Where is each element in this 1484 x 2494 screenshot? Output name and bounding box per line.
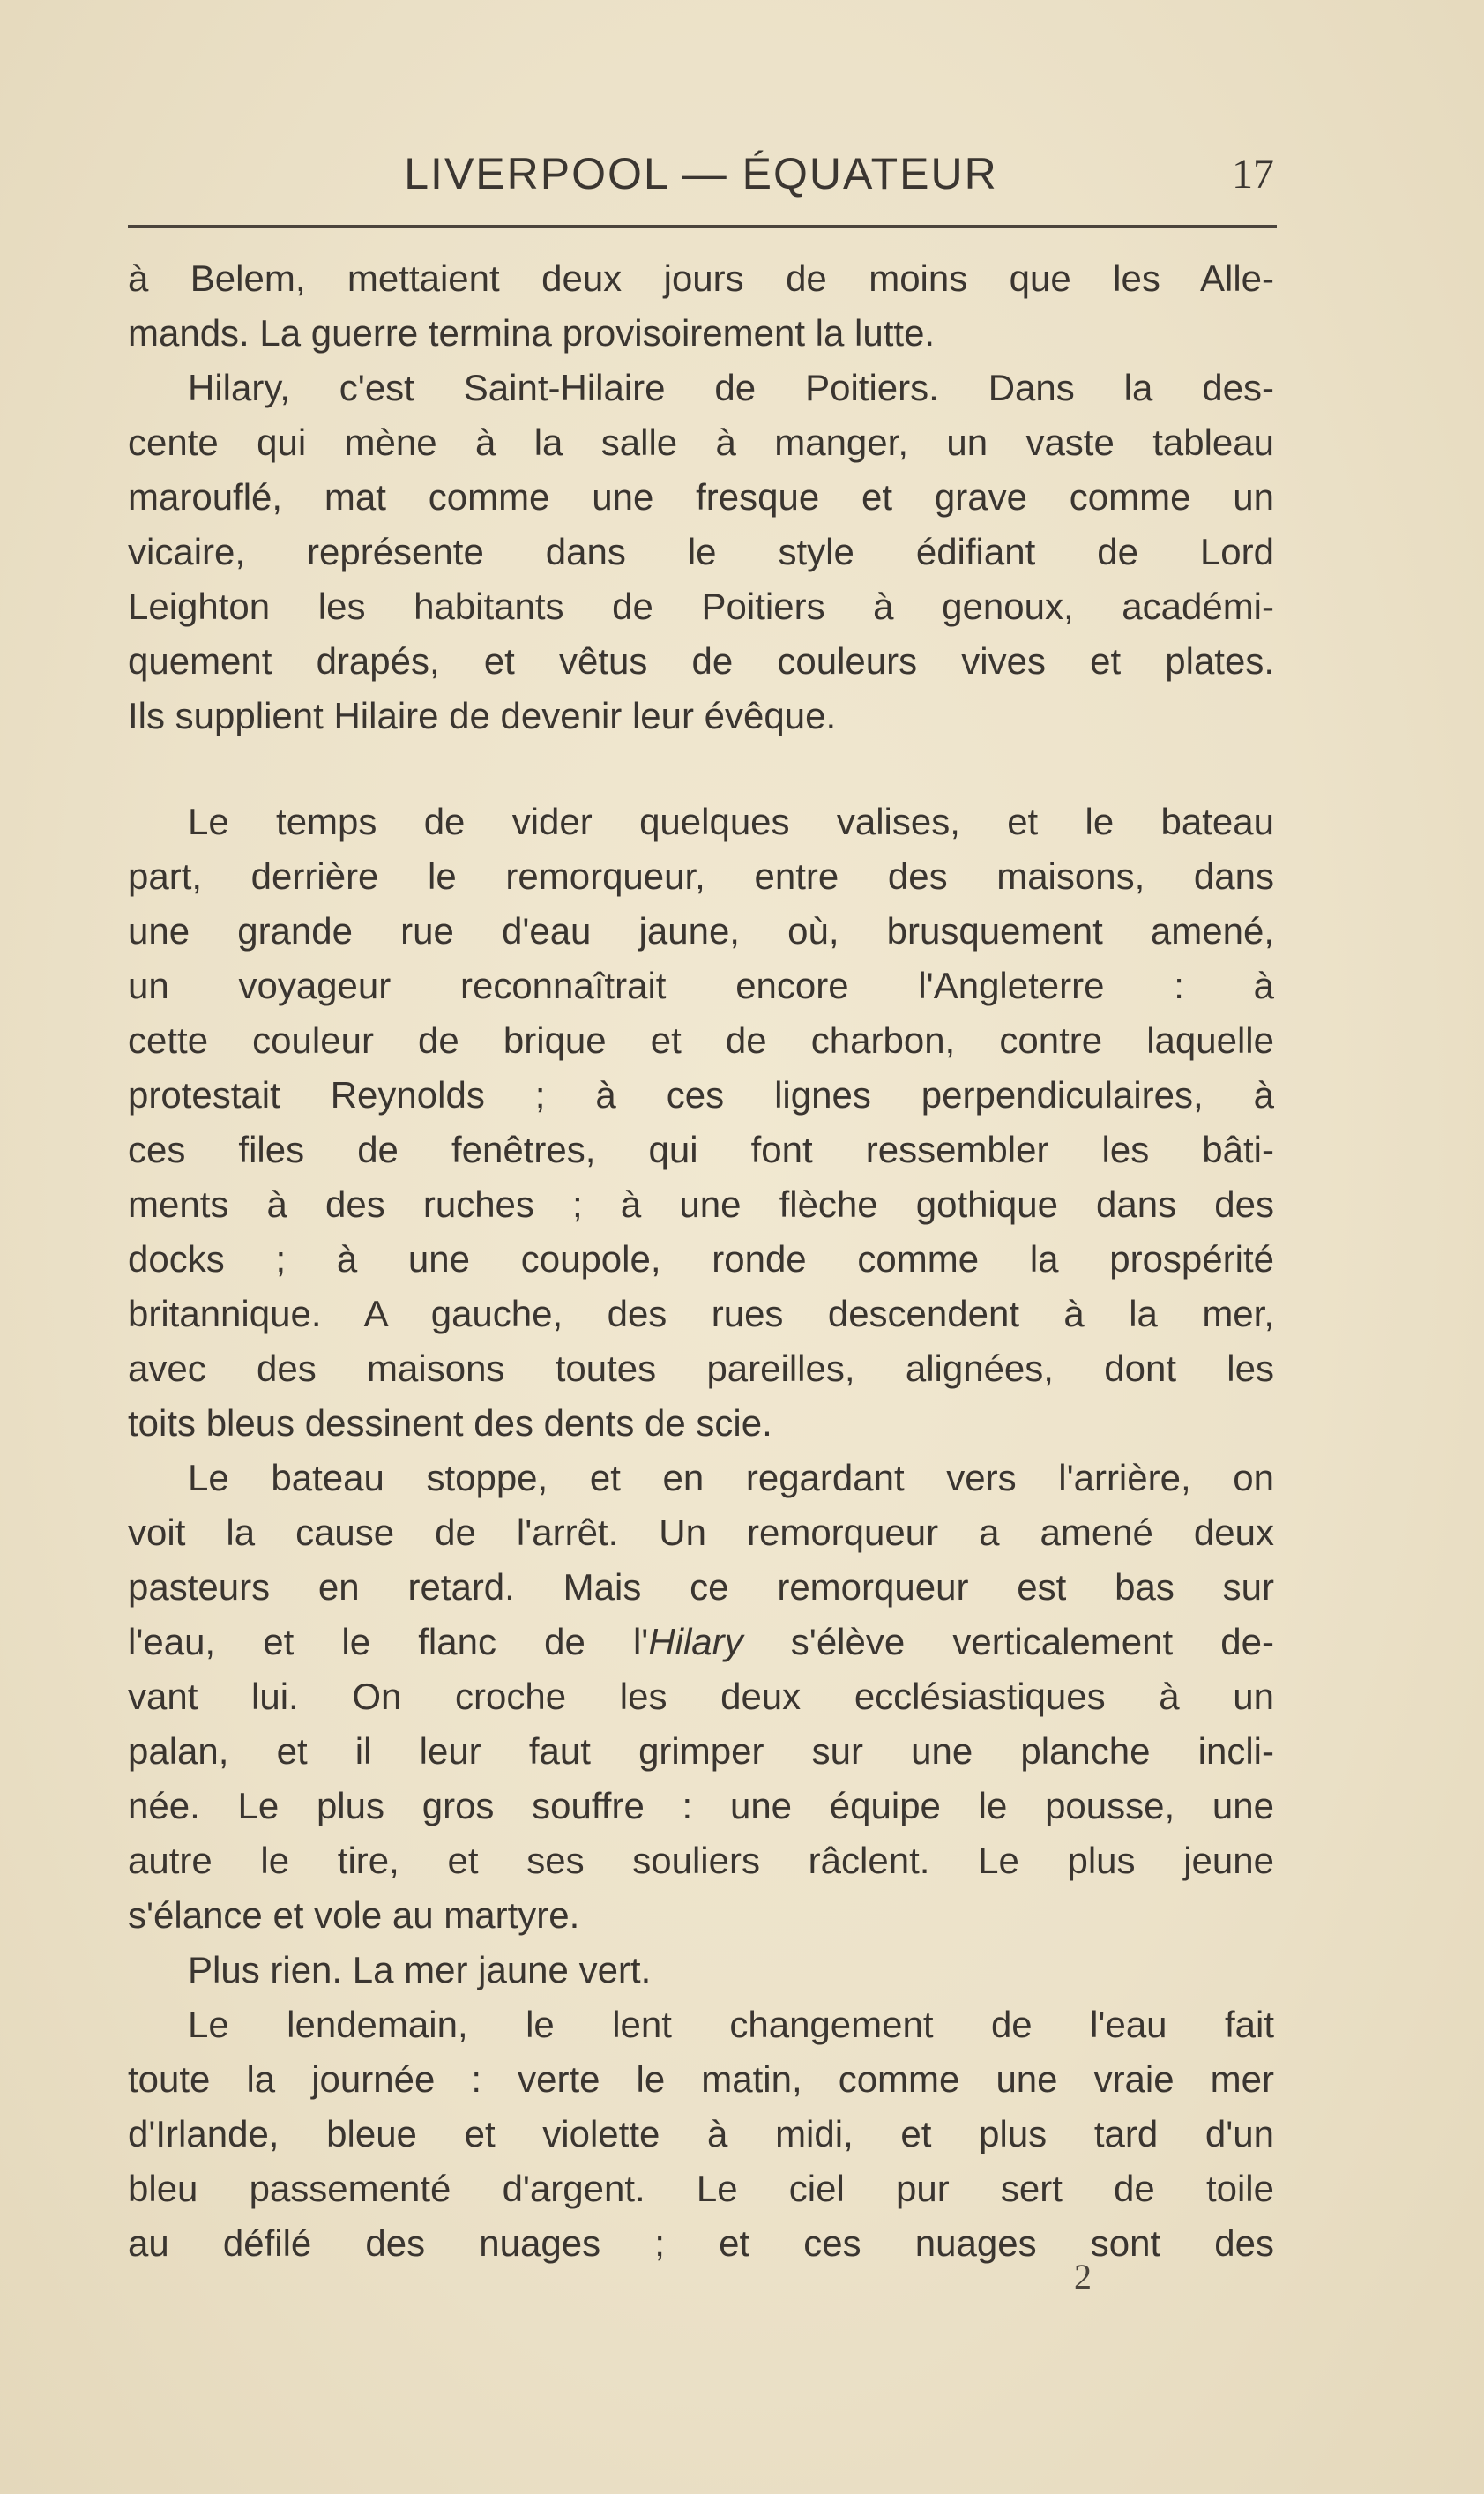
text-line: mands. La guerre termina provisoirement la lutte. xyxy=(128,312,936,354)
text-line: cette couleur de brique et de charbon, contre laquelle xyxy=(128,1019,1274,1061)
paragraph xyxy=(128,1997,1274,2271)
text-line: d'Irlande, bleue et violette à midi, et plus tard d'un xyxy=(128,2113,1274,2154)
section-gap xyxy=(128,743,1274,795)
text-line: toute la journée : verte le matin, comme une vraie mer xyxy=(128,2058,1274,2100)
paragraph xyxy=(128,795,1274,1451)
text-line: cente qui mène à la salle à manger, un vaste tableau xyxy=(128,422,1274,463)
text-line: vicaire, représente dans le style édifiant de Lord xyxy=(128,531,1274,572)
page-number: 17 xyxy=(1232,151,1274,198)
body-text xyxy=(128,251,1274,2271)
text-line: pasteurs en retard. Mais ce remorqueur est bas sur xyxy=(128,1566,1274,1608)
text-line: ments à des ruches ; à une flèche gothique dans des xyxy=(128,1184,1274,1225)
text-line: au défilé des nuages ; et ces nuages sont des xyxy=(128,2222,1274,2264)
text-line: s'élance et vole au martyre. xyxy=(128,1894,580,1936)
text-line: Leighton les habitants de Poitiers à genoux, académi- xyxy=(128,586,1274,627)
text-line: Le lendemain, le lent changement de l'eau fait xyxy=(188,2004,1274,2045)
paragraph xyxy=(128,1451,1274,1943)
text-line: bleu passementé d'argent. Le ciel pur sert de toile xyxy=(128,2168,1274,2209)
text-line: marouflé, mat comme une fresque et grave comme un xyxy=(128,476,1274,518)
text-line: Plus rien. La mer jaune vert. xyxy=(188,1949,652,1990)
text-line: Hilary, c'est Saint-Hilaire de Poitiers. Dans la des- xyxy=(188,367,1274,408)
text-line: protestait Reynolds ; à ces lignes perpendiculaires, à xyxy=(128,1074,1274,1116)
text-line: Le bateau stoppe, et en regardant vers l'arrière, on xyxy=(188,1457,1274,1498)
text-line: née. Le plus gros souffre : une équipe le pousse, une xyxy=(128,1785,1274,1826)
text-line: à Belem, mettaient deux jours de moins que les Alle- xyxy=(128,258,1274,299)
text-line: ces files de fenêtres, qui font ressembler les bâti- xyxy=(128,1129,1274,1170)
text-line: quement drapés, et vêtus de couleurs vives et plates. xyxy=(128,640,1274,682)
text-line: part, derrière le remorqueur, entre des maisons, dans xyxy=(128,855,1274,897)
paragraph xyxy=(128,1943,1274,1997)
text-line: toits bleus dessinent des dents de scie. xyxy=(128,1402,772,1444)
text-line-with-italic xyxy=(128,1615,1274,1669)
ship-name-italic: Hilary xyxy=(648,1621,743,1662)
text-line: palan, et il leur faut grimper sur une planche incli- xyxy=(128,1730,1274,1772)
running-title: LIVERPOOL — ÉQUATEUR xyxy=(404,149,998,198)
text-line: autre le tire, et ses souliers râclent. Le plus jeune xyxy=(128,1840,1274,1881)
paragraph xyxy=(128,251,1274,361)
text-line: Ils supplient Hilaire de devenir leur évêque. xyxy=(128,695,837,736)
text-line: un voyageur reconnaîtrait encore l'Angleterre : à xyxy=(128,965,1274,1006)
text-line: avec des maisons toutes pareilles, alignées, dont les xyxy=(128,1348,1274,1389)
text-line: Le temps de vider quelques valises, et le bateau xyxy=(188,801,1274,842)
text-line: docks ; à une coupole, ronde comme la prospérité xyxy=(128,1238,1274,1280)
text-fragment: s'élève verticalement de- xyxy=(742,1621,1274,1662)
text-line: britannique. A gauche, des rues descendent à la mer, xyxy=(128,1293,1274,1334)
text-line: une grande rue d'eau jaune, où, brusquement amené, xyxy=(128,910,1274,952)
running-head xyxy=(128,141,1274,203)
text-fragment: l'eau, et le flanc de l' xyxy=(128,1621,649,1662)
text-line: vant lui. On croche les deux ecclésiastiques à un xyxy=(128,1676,1274,1717)
signature-mark: 2 xyxy=(1074,2257,1092,2296)
paragraph xyxy=(128,361,1274,743)
text-line: voit la cause de l'arrêt. Un remorqueur a amené deux xyxy=(128,1512,1274,1553)
header-rule xyxy=(128,225,1277,228)
